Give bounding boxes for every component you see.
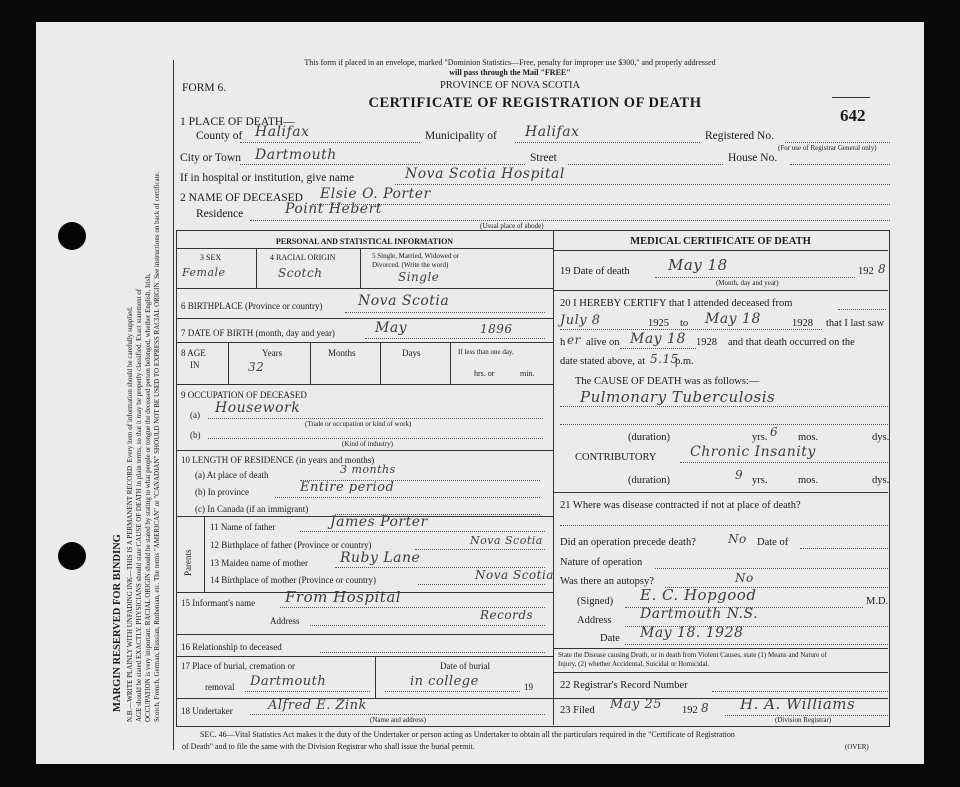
state-note-2: Injury, (2) whether Accidental, Suicidal or Homicidal. <box>558 660 710 668</box>
cause-duration-label: (duration) <box>628 432 670 443</box>
informant-value: From Hospital <box>285 588 402 606</box>
date-stated-label: date stated above, at <box>560 356 646 367</box>
q22-label: 22 Registrar's Record Number <box>560 680 688 691</box>
province-heading: PROVINCE OF NOVA SCOTIA <box>439 80 581 91</box>
burial-date-label: Date of burial <box>440 661 490 671</box>
state-note-1: State the Disease causing Death, or in death from Violent Causes, state (1) Means and Nature of <box>558 651 827 659</box>
physician-date-value: May 18. 1928 <box>640 625 744 641</box>
md-label: M.D. <box>866 596 889 607</box>
physician-signature: E. C. Hopgood <box>640 586 757 604</box>
hrs-label: hrs. or <box>474 369 495 378</box>
city-label: City or Town <box>180 152 241 164</box>
registered-note: (For use of Registrar General only) <box>778 144 877 152</box>
mother-birthplace-label: 14 Birthplace of mother (Province or country) <box>210 575 376 585</box>
occupation-a-value: Housework <box>215 400 301 416</box>
occupation-heading: 9 OCCUPATION OF DECEASED <box>181 390 307 400</box>
time-of-death-value: 5.15 <box>650 352 679 366</box>
parents-label: Parents <box>183 549 193 576</box>
margin-binding-label: MARGIN RESERVED FOR BINDING <box>112 534 123 712</box>
autopsy-label: Was there an autopsy? <box>560 576 654 587</box>
signed-label: (Signed) <box>577 596 614 607</box>
operation-value: No <box>728 532 747 546</box>
contributory-label: CONTRIBUTORY <box>575 452 657 463</box>
marital-label-2: Divorced. (Write the word) <box>372 261 449 269</box>
filed-year-prefix: 192 <box>682 705 698 716</box>
residence-a-label: (a) At place of death <box>195 470 269 480</box>
alive-label-h: h <box>560 337 566 348</box>
occupation-b-label: (b) <box>190 430 201 440</box>
mos-label: mos. <box>798 432 819 443</box>
residence-c-label: (c) In Canada (if an immigrant) <box>195 504 309 514</box>
street-label: Street <box>530 152 557 164</box>
county-value: Halifax <box>255 124 310 140</box>
days-label: Days <box>402 348 421 358</box>
registrar-note: (Division Registrar) <box>775 716 832 724</box>
racial-label: 4 RACIAL ORIGIN <box>270 253 336 262</box>
occupation-a-label: (a) <box>190 410 200 420</box>
side-note-line: OCCUPATION is very important. RACIAL ORIGIN should be stated by stating to what people or tongue the deceased person belonged, whether English, Irish, <box>144 273 152 722</box>
birthplace-label: 6 BIRTHPLACE (Province or country) <box>181 301 323 311</box>
residence-note: (Usual place of abode) <box>480 222 544 230</box>
date-of-death-label: 19 Date of death <box>560 266 630 277</box>
q23-label: 23 Filed <box>560 705 595 716</box>
q21-label: 21 Where was disease contracted if not at place of death? <box>560 500 801 511</box>
side-note-line: AGE should be stated EXACTLY. PHYSICIANS should state CAUSE OF DEATH in plain terms, so that it may be properly classified. Exact statement of <box>135 288 143 722</box>
number-rule <box>832 97 870 98</box>
birthplace-value: Nova Scotia <box>358 293 450 309</box>
dob-year: 1896 <box>480 322 513 336</box>
contrib-dys-label: dys. <box>872 475 890 486</box>
residence-length-heading: 10 LENGTH OF RESIDENCE (in years and months) <box>181 455 375 465</box>
residence-b-label: (b) In province <box>195 487 249 497</box>
contributory-value: Chronic Insanity <box>690 444 816 460</box>
physician-address-value: Dartmouth N.S. <box>640 606 759 622</box>
nature-operation-label: Nature of operation <box>560 557 643 568</box>
dys-label: dys. <box>872 432 890 443</box>
deceased-name-label: 2 NAME OF DECEASED <box>180 192 303 204</box>
pm-label: p.m. <box>675 356 694 367</box>
certificate-number: 642 <box>840 106 866 125</box>
dod-year: 8 <box>878 262 887 276</box>
contrib-duration-years: 9 <box>735 468 744 482</box>
place-heading: 1 PLACE OF DEATH— <box>180 116 295 128</box>
dod-note: (Month, day and year) <box>716 279 779 287</box>
personal-heading: PERSONAL AND STATISTICAL INFORMATION <box>275 237 454 246</box>
city-value: Dartmouth <box>255 147 337 163</box>
binding-hole-bottom <box>58 542 86 570</box>
mother-value: Ruby Lane <box>340 550 421 566</box>
margin-divider <box>173 60 174 750</box>
marital-value: Single <box>398 270 440 284</box>
residence-label: Residence <box>196 208 244 220</box>
municipality-label: Municipality of <box>425 130 497 142</box>
sex-value: Female <box>182 266 226 279</box>
residence-value: Point Hebert <box>285 201 382 217</box>
age-label: 8 AGE <box>181 348 206 358</box>
deceased-name-value: Elsie O. Porter <box>320 186 431 202</box>
residence-b-value: Entire period <box>300 480 395 495</box>
undertaker-label: 18 Undertaker <box>181 706 233 716</box>
physician-address-label: Address <box>577 615 612 626</box>
mother-birthplace-value: Nova Scotia <box>475 568 554 582</box>
residence-a-value: 3 months <box>340 463 396 476</box>
alive-year: 1928 <box>696 337 717 348</box>
envelope-note-free: will pass through the Mail "FREE" <box>449 68 571 77</box>
hospital-label: If in hospital or institution, give name <box>180 172 355 184</box>
occupation-b-note: (Kind of industry) <box>342 440 393 448</box>
informant-address-label: Address <box>270 616 300 626</box>
side-note-line: N.B.—WRITE PLAINLY WITH UNFADING INK—THIS IS A PERMANENT RECORD. Every item of information should be carefully supplied. <box>126 306 134 722</box>
racial-value: Scotch <box>278 266 323 280</box>
undertaker-note: (Name and address) <box>370 716 426 724</box>
marital-label-1: 5 Single, Married, Widowed or <box>372 252 460 260</box>
burial-label-2: removal <box>205 682 235 692</box>
informant-address-value: Records <box>480 608 534 622</box>
yrs-label: yrs. <box>752 432 768 443</box>
attend-year-1: 1925 <box>648 318 669 329</box>
less-than-day-label: If less than one day, <box>458 348 514 356</box>
father-label: 11 Name of father <box>210 522 276 532</box>
filed-date-value: May 25 <box>610 697 663 712</box>
registrar-signature: H. A. Williams <box>740 695 856 713</box>
autopsy-value: No <box>735 571 754 585</box>
cause-duration-years: 6 <box>770 425 779 439</box>
father-birthplace-value: Nova Scotia <box>470 534 543 547</box>
center-divider <box>553 230 554 725</box>
filed-year: 8 <box>701 701 710 715</box>
footer-sec-line-1: SEC. 46—Vital Statistics Act makes it the duty of the Undertaker or person acting as Undertaker to obtain all the particulars required in the "Certificate of Registration <box>200 730 735 739</box>
certificate-title: CERTIFICATE OF REGISTRATION OF DEATH <box>368 95 702 111</box>
certify-label: 20 I HEREBY CERTIFY that I attended deceased from <box>560 298 793 309</box>
informant-label: 15 Informant's name <box>181 598 256 608</box>
age-years-value: 32 <box>248 360 265 374</box>
undertaker-value: Alfred E. Zink <box>268 698 367 713</box>
attend-from-value: July 8 <box>560 313 601 328</box>
burial-date-value: in college <box>410 674 479 689</box>
county-label: County of <box>196 130 243 142</box>
alive-on-label: alive on <box>586 337 620 348</box>
dod-year-prefix: 192 <box>858 266 874 277</box>
municipality-value: Halifax <box>525 124 580 140</box>
mother-label: 13 Maiden name of mother <box>210 558 308 568</box>
footer-sec-line-2: of Death" and to file the same with the Division Registrar who shall issue the burial permit. <box>182 742 475 751</box>
occupation-a-note: (Trade or occupation or kind of work) <box>305 420 412 428</box>
alive-pronoun: er <box>567 333 581 347</box>
years-label: Years <box>262 348 283 358</box>
dob-month: May <box>375 320 408 336</box>
burial-label-1: 17 Place of burial, cremation or <box>181 661 295 671</box>
binding-hole-top <box>58 222 86 250</box>
attend-year-2: 1928 <box>792 318 813 329</box>
dob-label: 7 DATE OF BIRTH (month, day and year) <box>181 328 335 338</box>
relationship-label: 16 Relationship to deceased <box>181 642 282 652</box>
months-label: Months <box>328 348 356 358</box>
age-in-label: IN <box>190 360 200 370</box>
to-label: to <box>680 318 689 329</box>
father-birthplace-label: 12 Birthplace of father (Province or country) <box>210 540 372 550</box>
cause-value: Pulmonary Tuberculosis <box>580 388 776 406</box>
father-value: James Porter <box>330 514 428 530</box>
min-label: min. <box>520 369 535 378</box>
contrib-yrs-label: yrs. <box>752 475 768 486</box>
sex-label: 3 SEX <box>200 253 222 262</box>
operation-label: Did an operation precede death? <box>560 537 696 548</box>
house-label: House No. <box>728 152 778 164</box>
side-note-line: Scotch, French, German, Russian, Ruthenian, etc. The terms "AMERICAN" or "CANADIAN" SHOULD NOT BE USED TO EXPRESS RACIAL ORIGIN. See instructions on back of certificate. <box>153 171 161 722</box>
physician-date-label: Date <box>600 633 620 644</box>
contrib-duration-label: (duration) <box>628 475 670 486</box>
envelope-note: This form if placed in an envelope, marked "Dominion Statistics—Free, penalty for improper use $300," and properly addressed <box>304 58 716 67</box>
cause-intro: The CAUSE OF DEATH was as follows:— <box>575 376 760 387</box>
alive-date-value: May 18 <box>630 331 686 347</box>
contrib-mos-label: mos. <box>798 475 819 486</box>
occurred-label: and that death occurred on the <box>728 337 855 348</box>
registered-label: Registered No. <box>705 130 774 142</box>
form-number: FORM 6. <box>182 82 227 94</box>
hospital-value: Nova Scotia Hospital <box>405 166 565 182</box>
burial-year: 19 <box>524 682 533 692</box>
date-of-death-value: May 18 <box>668 256 728 274</box>
last-saw-label: that I last saw <box>826 318 885 329</box>
footer-over: (OVER) <box>845 743 869 751</box>
operation-date-label: Date of <box>757 537 789 548</box>
medical-heading: MEDICAL CERTIFICATE OF DEATH <box>630 236 811 247</box>
attend-to-value: May 18 <box>705 311 761 327</box>
burial-place-value: Dartmouth <box>250 674 327 689</box>
